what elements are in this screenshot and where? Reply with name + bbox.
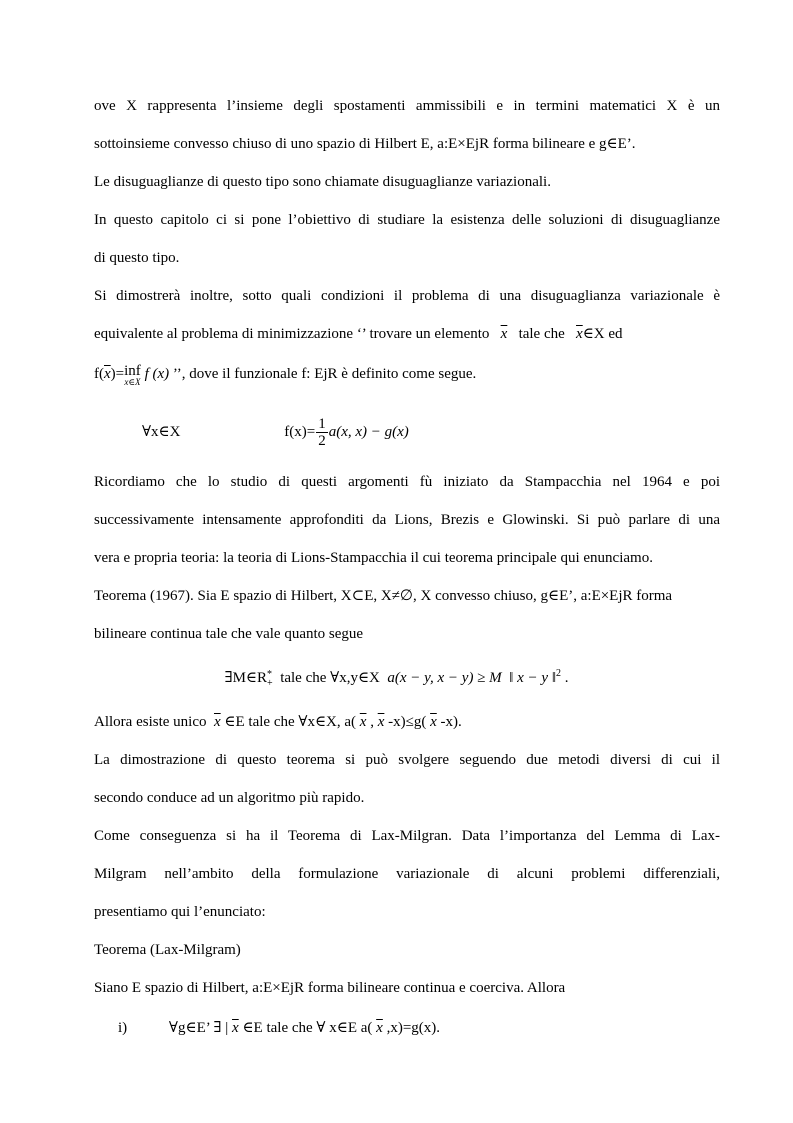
math-exists-m: ∃M∈R bbox=[224, 670, 268, 686]
list-item: i) ∀g∈E’ ∃ | $\overline{x}$ ∈E tale che ∀ x∈E a( $\overline{x}$ ,x)=g(x). bbox=[118, 1020, 441, 1036]
formula-line-coercive: ∃M∈R * + tale che ∀x,y∈X a(x − y, x − y) ≥ M ‖ x − y ‖$^2$ . bbox=[224, 668, 569, 689]
text-run: ∈E tale che ∀ x∈E a( bbox=[242, 1020, 373, 1036]
text-run: ,x)=g(x). bbox=[386, 1020, 441, 1036]
math-rplus-scripts: * + bbox=[267, 668, 273, 689]
paragraph-line: vera e propria teoria: la teoria di Lions-Stampacchia il cui teorema principale qui enunciamo. bbox=[94, 550, 653, 566]
paragraph-line-math bbox=[94, 364, 720, 387]
text-run: ∈E tale che ∀x∈X, a( bbox=[224, 714, 357, 730]
math-xbar: $\overline{x}$ bbox=[376, 1020, 383, 1036]
text-run: tale che bbox=[518, 326, 565, 342]
paragraph-line-math bbox=[94, 324, 720, 344]
paragraph-line: In questo capitolo ci si pone l’obiettivo di studiare la esistenza delle soluzioni di disuguaglianze bbox=[94, 212, 720, 228]
math-xbar: $\overline{x}$ bbox=[232, 1020, 239, 1036]
formula-line bbox=[94, 412, 720, 452]
paragraph-line: bilineare continua tale che vale quanto segue bbox=[94, 626, 364, 642]
paragraph-line: sottoinsieme convesso chiuso di uno spazio di Hilbert E, a:E×EjR forma bilineare e g∈E’. bbox=[94, 136, 636, 152]
paragraph-line: Come conseguenza si ha il Teorema di Lax-Milgran. Data l’importanza del Lemma di Lax- bbox=[94, 828, 720, 844]
paragraph-line: Le disuguaglianze di questo tipo sono chiamate disuguaglianze variazionali. bbox=[94, 174, 551, 190]
paragraph-line: Siano E spazio di Hilbert, a:E×EjR forma bilineare continua e coerciva. Allora bbox=[94, 980, 566, 996]
paragraph-line: successivamente intensamente approfonditi da Lions, Brezis e Glowinski. Si può parlare di una bbox=[94, 512, 720, 528]
text-run: tale che ∀x,y∈X bbox=[280, 670, 380, 686]
paragraph-line: ove X rappresenta l’insieme degli spostamenti ammissibili e in termini matematici X è un bbox=[94, 98, 720, 114]
math-fx-label: f(x)= bbox=[284, 424, 316, 440]
math-xbar: $\overline{x}$ bbox=[359, 714, 367, 730]
theorem-heading: Teorema (Lax-Milgram) bbox=[94, 942, 241, 958]
text-run: ∀g∈E’ ∃ bbox=[168, 1020, 222, 1036]
math-f-expression: a(x, x) − g(x) bbox=[328, 424, 409, 440]
paragraph-line-math: Allora esiste unico $\overline{x}$ ∈E tale che ∀x∈X, a( $\overline{x}$ , $\overline{x}$ -x)≤g( $\overline{x}$ -x). bbox=[94, 714, 462, 730]
paragraph-line: secondo conduce ad un algoritmo più rapido. bbox=[94, 790, 365, 806]
text-run: equivalente al problema di minimizzazione ‘’ trovare un elemento bbox=[94, 326, 490, 342]
paragraph-line: presentiamo qui l’enunciato: bbox=[94, 904, 266, 920]
math-xbar: $\overline{x}$ bbox=[104, 366, 111, 382]
paragraph-line: Milgram nell’ambito della formulazione variazionale di alcuni problemi differenziali, bbox=[94, 866, 720, 882]
math-infimum: inf x∈X bbox=[124, 363, 141, 387]
text-run: -x)≤g( bbox=[388, 714, 427, 730]
text-run: )= bbox=[110, 366, 125, 382]
text-run: f( bbox=[94, 366, 104, 382]
math-norm: ‖ x − y ‖ bbox=[509, 670, 557, 686]
text-run: ∈X ed bbox=[582, 326, 623, 342]
math-xbar: $\overline{x}$ bbox=[500, 326, 508, 342]
math-xbar: $\overline{x}$ bbox=[377, 714, 385, 730]
text-run: Allora esiste unico bbox=[94, 714, 207, 730]
paragraph-line: di questo tipo. bbox=[94, 250, 180, 266]
list-marker: i) bbox=[118, 1020, 128, 1036]
text-run: ’’, dove il funzionale f: EjR è definito come segue. bbox=[172, 366, 477, 382]
paragraph-line: Ricordiamo che lo studio di questi argomenti fù iniziato da Stampacchia nel 1964 e poi bbox=[94, 474, 720, 490]
paragraph-line: Teorema (1967). Sia E spazio di Hilbert, X⊂E, X≠∅, X convesso chiuso, g∈E’, a:E×EjR forma bbox=[94, 588, 673, 604]
math-forall-x: ∀x∈X bbox=[142, 424, 181, 440]
math-xbar: $\overline{x}$ bbox=[576, 326, 583, 342]
math-xbar: $\overline{x}$ bbox=[430, 714, 437, 730]
paragraph-line: La dimostrazione di questo teorema si può svolgere seguendo due metodi diversi di cui il bbox=[94, 752, 720, 768]
paragraph-line: Si dimostrerà inoltre, sotto quali condizioni il problema di una disuguaglianza variazionale è bbox=[94, 288, 720, 304]
math-fx: f (x) bbox=[144, 366, 170, 382]
math-inequality: a(x − y, x − y) ≥ M bbox=[387, 670, 502, 686]
math-fraction-half: $\frac{1}{2}$ bbox=[318, 416, 326, 450]
math-square: 2 bbox=[556, 668, 562, 679]
math-xbar: $\overline{x}$ bbox=[213, 714, 221, 730]
